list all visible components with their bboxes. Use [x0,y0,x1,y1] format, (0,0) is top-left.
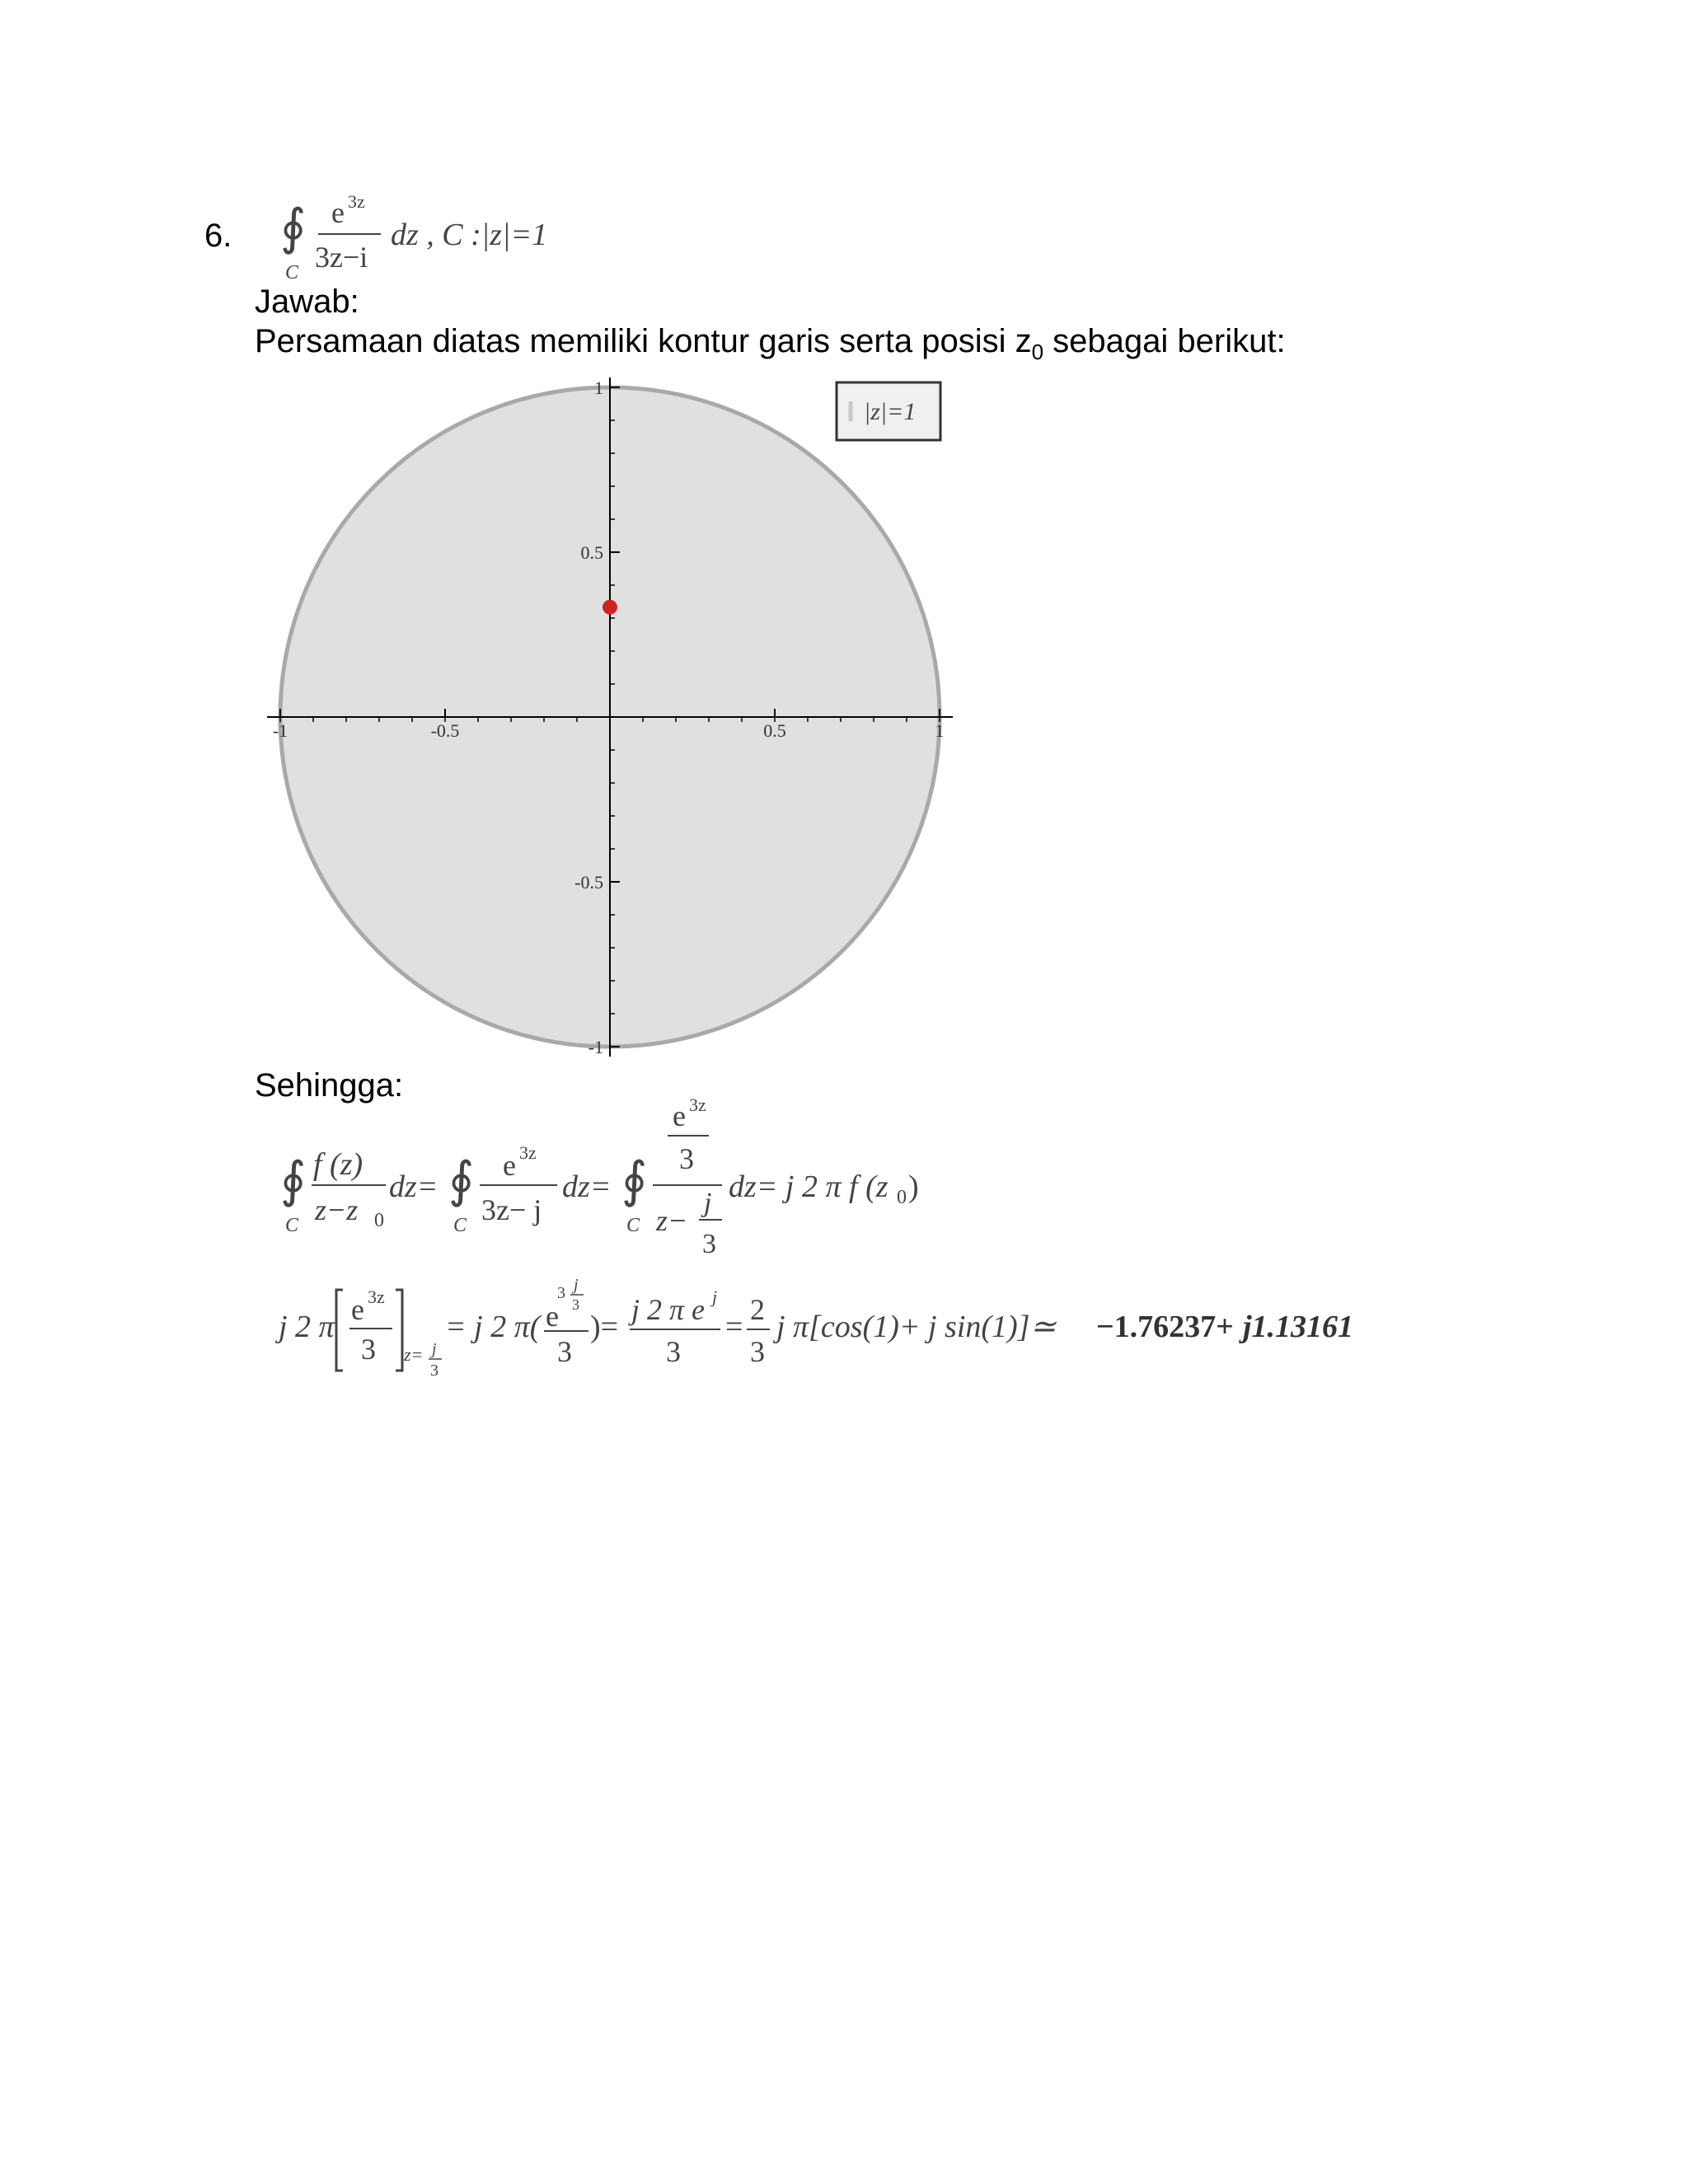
eval-3: 3 [430,1361,438,1380]
subscript: 0 [374,1210,384,1231]
contour-plot [264,371,956,1063]
contour-label: C [285,262,299,284]
fraction-numerator: j 2 π e [631,1293,706,1326]
j: j [704,1188,712,1218]
result-imag: j1.13161 [1243,1310,1354,1344]
exp-base: e [503,1149,516,1182]
y-tick-label: -0.5 [574,872,603,893]
x-tick-label: 0.5 [763,720,786,741]
dz-equals: dz= [562,1169,612,1204]
right-bracket [396,1290,402,1371]
answer-label: Jawab: [255,284,359,320]
contour-integral-icon: ∮ [448,1153,475,1207]
part5: j π[cos(1)+ j sin(1)]≃ [776,1310,1057,1344]
exp-base: e [546,1300,559,1333]
legend-label: |z|=1 [864,398,917,425]
left-bracket [336,1290,343,1371]
fraction-denominator: z−z [315,1193,359,1226]
x-tick-label: -1 [272,720,288,741]
solution-label: Sehingga: [255,1067,404,1104]
contour-integral-icon: ∮ [621,1153,648,1207]
three: 3 [679,1142,694,1175]
z0-point [603,600,617,615]
solution-line-1 [272,1096,1261,1269]
x-tick-label: -0.5 [430,720,460,741]
three: 3 [361,1333,376,1366]
three: 3 [702,1229,716,1259]
three: 3 [750,1335,765,1368]
contour-label: C [626,1215,640,1236]
problem-formula [272,188,569,285]
contour-integral-icon: ∮ [280,200,307,255]
exp-j: j [574,1276,579,1294]
problem-number: 6. [204,218,232,254]
fraction-denominator: z− [656,1204,688,1237]
exp-exponent: 3z [689,1096,706,1115]
subscript: 0 [897,1187,907,1208]
numerator-exponent: 3z [348,191,365,212]
exp-den: 3 [572,1296,579,1313]
equals: = [725,1310,743,1344]
y-tick-label: -1 [588,1037,603,1057]
part2: = j 2 π( [445,1310,541,1344]
exp-exponent: 3z [368,1286,385,1307]
numerator-base: e [331,196,345,229]
exp-base: e [673,1099,686,1132]
result-real: −1.76237+ [1096,1310,1234,1344]
exp-3: 3 [557,1284,565,1302]
three: 3 [557,1335,572,1368]
contour-label: C [285,1215,299,1236]
dz-equals: dz= [389,1169,438,1204]
result: dz= j 2 π f (z [729,1169,889,1204]
exp-base: e [351,1293,364,1326]
fraction-denominator: 3z− j [481,1193,542,1226]
legend [837,382,940,440]
denominator: 3z−i [315,241,368,274]
solution-line-2 [272,1265,1442,1380]
x-tick-label: 1 [935,720,945,741]
two: 2 [750,1293,765,1326]
three: 3 [666,1335,681,1368]
lead: j 2 π [279,1310,335,1344]
exp-exponent: 3z [519,1142,537,1163]
contour-integral-icon: ∮ [280,1153,307,1207]
contour-label: C [453,1215,467,1236]
y-tick-label: 1 [594,377,603,398]
eval-subscript: z= [404,1344,424,1365]
part3: )= [590,1310,619,1344]
exp-j: j [712,1286,718,1307]
fraction-numerator: f (z) [313,1147,363,1182]
y-tick-label: 0.5 [580,542,603,563]
close-paren: ) [908,1169,919,1204]
description: Persamaan diatas memiliki kontur garis serta posisi $z_0$ sebagai berikut: [255,323,1286,364]
eval-j: j [432,1340,437,1358]
formula-tail: dz , C :|z|=1 [391,218,548,252]
